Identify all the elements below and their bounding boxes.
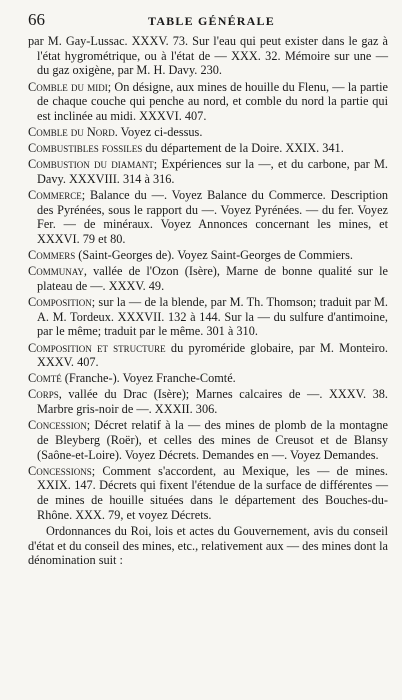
entry-headword: Commerce bbox=[28, 187, 82, 202]
index-entry bbox=[28, 125, 388, 140]
entry-text: . Voyez ci-dessus. bbox=[114, 125, 203, 139]
entry-headword: Corps bbox=[28, 387, 59, 402]
index-entry bbox=[28, 341, 388, 370]
page-header bbox=[28, 10, 388, 34]
entry-headword: Combustion du diamant bbox=[28, 157, 154, 172]
entry-headword: Composition et structure bbox=[28, 340, 166, 355]
index-entry bbox=[28, 157, 388, 186]
entry-text: , vallée du Drac (Isère); Marnes calcaires de —. XXXV. 38. Marbre gris-noir de —. XXXII. 306. bbox=[37, 387, 388, 417]
index-entry bbox=[28, 248, 388, 263]
entry-text: ; On désigne, aux mines de houille du Flenu, — la partie de chaque couche qui penche au nord, et comble du nord la partie qui est inclinée au midi. XXXVI. 407. bbox=[37, 79, 388, 123]
index-entry bbox=[28, 141, 388, 156]
index-entry-continuation: par M. Gay-Lussac. XXXV. 73. Sur l'eau qui peut exister dans le gaz à l'état hygrométrique, ou à l'état de — XXX. 32. Mémoire sur une — du gaz oxigène, par M. H. Davy. 230. bbox=[28, 34, 388, 78]
index-entry bbox=[28, 188, 388, 247]
index-entry bbox=[28, 295, 388, 339]
index-entry bbox=[28, 80, 388, 124]
entry-headword: Communay bbox=[28, 264, 84, 279]
entry-text: ; Balance du —. Voyez Balance du Commerce. Description des Pyrénées, sous le rapport du —. Voyez Pyrénées. — du fer. Voyez Fer. — de minéraux. Voyez Annonces concernant les mines, et XXXVI. 79 et 80. bbox=[37, 187, 388, 247]
entry-text: ; Décret relatif à la — des mines de plomb de la montagne de Bleyberg (Roër), et celles des mines de Creusot et de Blansy (Saône-et-Loire). Voyez Décrets. Demandes en —. Voyez Demandes. bbox=[37, 418, 388, 462]
index-entry bbox=[28, 264, 388, 293]
entry-text: ; Expériences sur la —, et du carbone, par M. Davy. XXXVIII. 314 à 316. bbox=[37, 157, 388, 186]
entry-text: du département de la Doire. XXIX. 341. bbox=[142, 141, 344, 156]
entry-headword: Commers bbox=[28, 248, 76, 263]
index-paragraph: Ordonnances du Roi, lois et actes du Gouvernement, avis du conseil d'état et du conseil des mines, etc., relativement aux — des mines dont la dénomination suit : bbox=[28, 523, 388, 568]
index-entry bbox=[28, 387, 388, 416]
index-entries bbox=[28, 34, 388, 568]
entry-headword: Composition bbox=[28, 295, 92, 310]
entry-text: du pyroméride globaire, par M. Monteiro. XXXV. 407. bbox=[37, 340, 388, 370]
entry-headword: Combustibles fossiles bbox=[28, 141, 143, 156]
entry-text: (Saint-Georges de). Voyez Saint-Georges de Commiers. bbox=[75, 248, 353, 263]
entry-text: , vallée de l'Ozon (Isère), Marne de bonne qualité sur le plateau de —. XXXV. 49. bbox=[37, 264, 388, 293]
entry-headword: Comble du Nord bbox=[28, 125, 115, 139]
entry-headword: Comble du midi bbox=[28, 79, 108, 94]
index-entry bbox=[28, 418, 388, 462]
index-entry bbox=[28, 371, 388, 386]
entry-headword: Comté bbox=[28, 371, 62, 386]
index-entry bbox=[28, 464, 388, 523]
entry-text: ; sur la — de la blende, par M. Th. Thomson; traduit par M. A. M. Tordeux. XXXVII. 132 à 144. Sur la — du sulfure d'antimoine, par le même; traduit par le même. 301 à 310. bbox=[37, 295, 388, 339]
page-number: 66 bbox=[28, 10, 45, 29]
entry-headword: Concessions bbox=[28, 463, 92, 478]
entry-text: ; Comment s'accordent, au Mexique, les — de mines. XXIX. 147. Décrets qui fixent l'étendue de la surface de différentes — de mines de houille situées dans le département des Bouches-du-Rhône. XXX. 79, et voyez Décrets. bbox=[37, 463, 388, 522]
entry-text: (Franche-). Voyez Franche-Comté. bbox=[61, 371, 236, 386]
running-title: TABLE GÉNÉRALE bbox=[148, 14, 275, 28]
entry-headword: Concession bbox=[28, 418, 87, 433]
